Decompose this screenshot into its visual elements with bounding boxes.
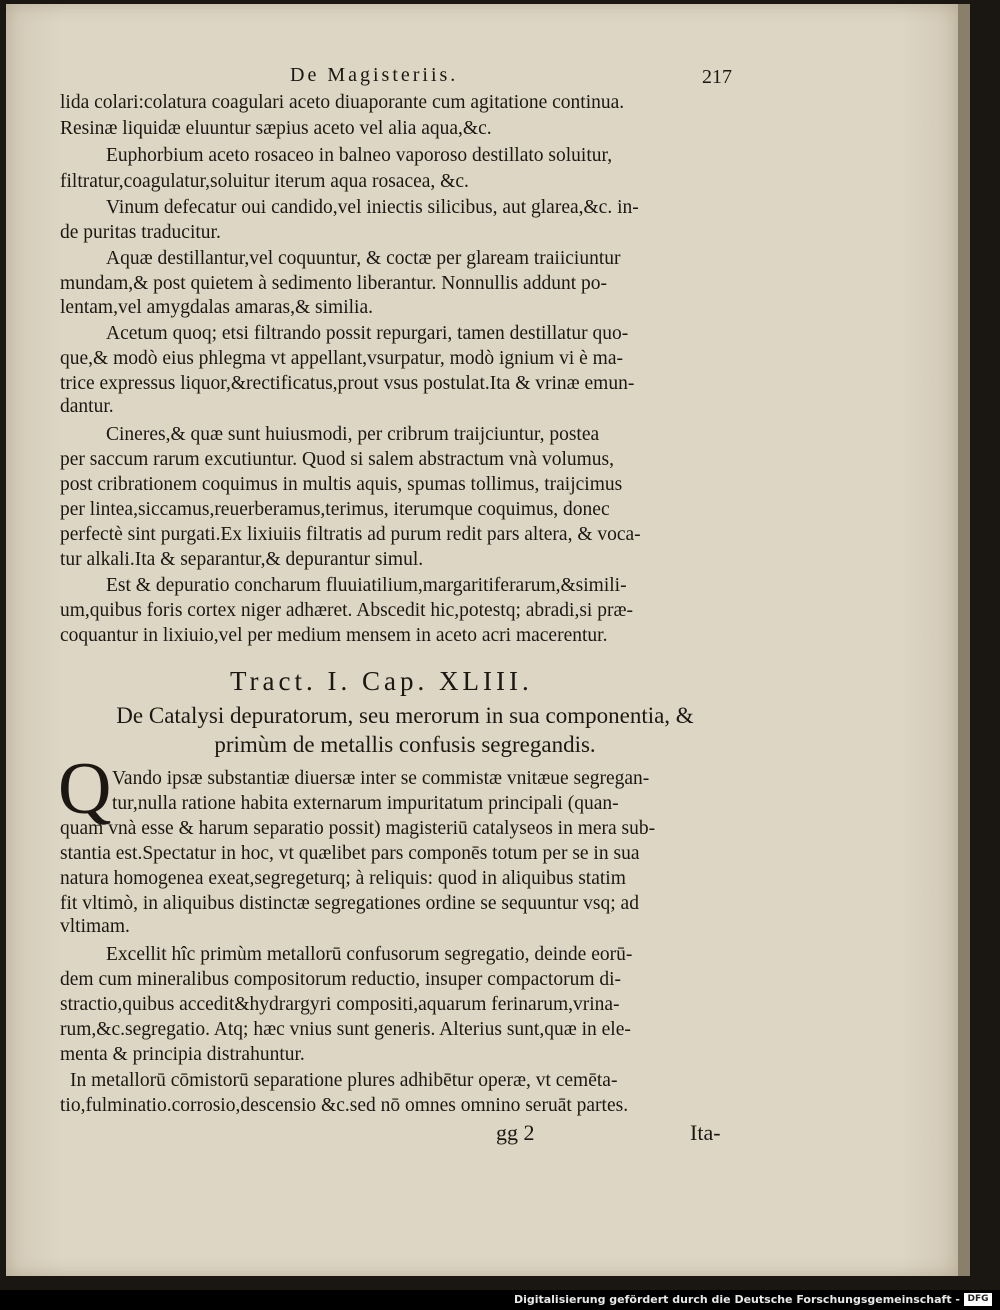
text-line: dantur. — [60, 396, 114, 417]
text-line: Excellit hîc primùm metallorū confusorum segregatio, deinde eorū- — [106, 944, 633, 965]
text-line: de puritas traducitur. — [60, 222, 221, 243]
text-line: Aquæ destillantur,vel coquuntur, & coctæ per glaream traiiciuntur — [106, 248, 621, 269]
text-line: per lintea,siccamus,reuerberamus,terimus, iterumque coquimus, donec — [60, 499, 610, 520]
page-fore-edge — [958, 4, 970, 1276]
text-line: tio,fulminatio.corrosio,descensio &c.sed nō omnes omnino seruāt partes. — [60, 1095, 629, 1116]
text-line: Est & depuratio concharum fluuiatilium,margaritiferarum,&simili- — [106, 575, 627, 596]
text-line: vltimam. — [60, 916, 130, 937]
text-line: filtratur,coagulatur,soluitur iterum aqua rosacea, &c. — [60, 171, 469, 192]
text-line: Vando ipsæ substantiæ diuersæ inter se commistæ vnitæue segregan- — [112, 768, 650, 789]
text-line: per saccum rarum excutiuntur. Quod si salem abstractum vnà volumus, — [60, 449, 614, 470]
chapter-title-line: primùm de metallis confusis segregandis. — [214, 732, 596, 757]
text-line: menta & principia distrahuntur. — [60, 1044, 305, 1065]
catchword: Ita- — [690, 1120, 721, 1145]
text-line: dem cum mineralibus compositorum reductio, insuper compactorum di- — [60, 969, 622, 990]
text-line: natura homogenea exeat,segregeturq; à reliquis: quod in aliquibus statim — [60, 868, 626, 889]
text-line: perfectè sint purgati.Ex lixiuiis filtratis ad purum redit pars altera, & voca- — [60, 524, 641, 545]
signature-mark: gg 2 — [496, 1120, 535, 1145]
text-line: stractio,quibus accedit&hydrargyri compositi,aquarum ferinarum,vrina- — [60, 994, 620, 1015]
text-line: In metallorū cōmistorū separatione plures adhibētur operæ, vt cemēta- — [70, 1070, 618, 1091]
text-line: mundam,& post quietem à sedimento liberantur. Nonnullis addunt po- — [60, 273, 607, 294]
chapter-title-line: De Catalysi depuratorum, seu merorum in sua componentia, & — [116, 703, 694, 728]
text-line: um,quibus foris cortex niger adhæret. Abscedit hic,potestq; abradi,si præ- — [60, 600, 633, 621]
funding-notice: Digitalisierung gefördert durch die Deutsche Forschungsgemeinschaft - — [513, 1293, 960, 1306]
text-line: tur,nulla ratione habita externarum impuritatum principali (quan- — [112, 793, 619, 814]
text-line: fit vltimò, in aliquibus distinctæ segregationes ordine se sequuntur vsq; ad — [60, 893, 639, 914]
page-number: 217 — [702, 66, 732, 88]
text-line: lida colari:colatura coagulari aceto diuaporante cum agitatione continua. — [60, 92, 625, 113]
text-line: que,& modò eius phlegma vt appellant,vsurpatur, modò ignium vi è ma- — [60, 348, 623, 369]
text-line: stantia est.Spectatur in hoc, vt quælibet pars componēs totum per se in sua — [60, 843, 640, 864]
text-line: post cribrationem coquimus in multis aquis, spumas tollimus, traijcimus — [60, 474, 623, 495]
text-line: Acetum quoq; etsi filtrando possit repurgari, tamen destillatur quo- — [106, 323, 629, 344]
text-line: Cineres,& quæ sunt huiusmodi, per cribrum traijciuntur, postea — [106, 424, 600, 445]
text-line: rum,&c.segregatio. Atq; hæc vnius sunt generis. Alterius sunt,quæ in ele- — [60, 1019, 631, 1040]
text-line: quam vnà esse & harum separatio possit) magisteriū catalyseos in mera sub- — [60, 818, 656, 839]
chapter-heading: Tract. I. Cap. XLIII. — [230, 666, 533, 696]
footer-bar — [0, 1290, 1000, 1310]
running-head: De Magisteriis. — [290, 64, 459, 86]
text-line: tur alkali.Ita & separantur,& depurantur simul. — [60, 549, 424, 570]
text-line: lentam,vel amygdalas amaras,& similia. — [60, 297, 373, 318]
text-line: coquantur in lixiuio,vel per medium mensem in aceto acri macerentur. — [60, 625, 608, 646]
text-line: Vinum defecatur oui candido,vel iniectis silicibus, aut glarea,&c. in- — [106, 197, 639, 218]
dfg-logo-icon[interactable]: DFG — [964, 1293, 992, 1306]
text-line: Resinæ liquidæ eluuntur sæpius aceto vel alia aqua,&c. — [60, 118, 492, 139]
text-line: trice expressus liquor,&rectificatus,prout vsus postulat.Ita & vrinæ emun- — [60, 373, 635, 394]
text-line: Euphorbium aceto rosaceo in balneo vaporoso destillato soluitur, — [106, 145, 613, 166]
drop-cap-initial: Q — [58, 748, 112, 830]
